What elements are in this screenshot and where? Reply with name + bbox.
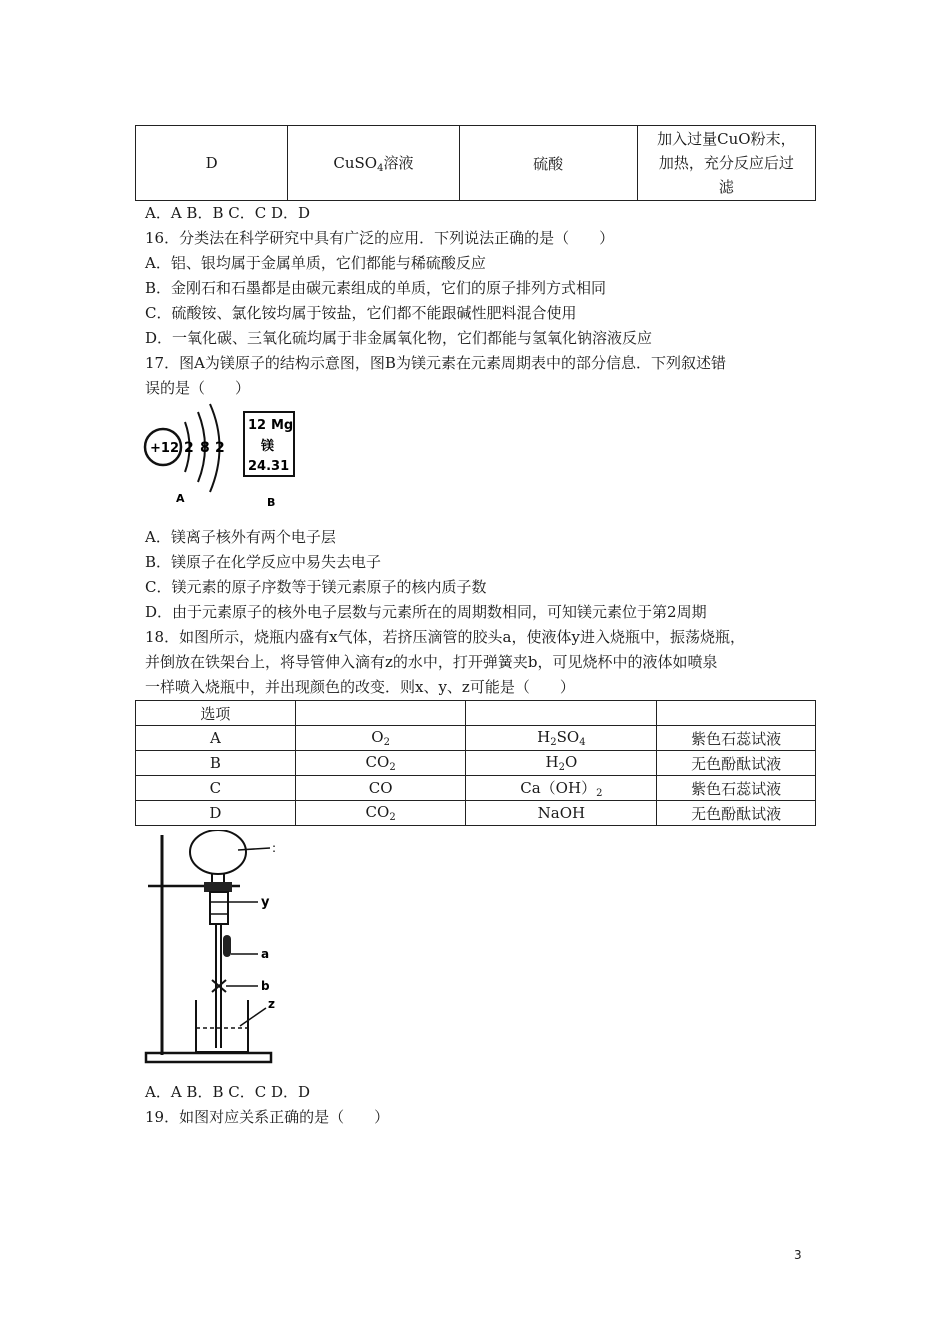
y-cell: $H_2O$ — [466, 751, 657, 776]
q16-option-b: B．金刚石和石墨都是由碳元素组成的单质，它们的原子排列方式相同 — [145, 279, 607, 297]
q15-table — [135, 125, 816, 201]
stand-base — [146, 1053, 271, 1062]
z-cell: 无色酚酞试液 — [657, 751, 816, 776]
x-cell: $CO_2$ — [295, 801, 466, 826]
header-cell: 选项 — [136, 701, 296, 726]
table-cell: CuSO$_4$溶液 — [288, 126, 459, 201]
header-cell — [657, 701, 816, 726]
table-row — [136, 751, 816, 776]
x-cell: $CO_2$ — [295, 751, 466, 776]
option-cell: D — [136, 801, 296, 826]
nucleus-charge: +12 — [150, 441, 179, 456]
header-cell — [466, 701, 657, 726]
q18-stem-line3: 一样喷入烧瓶中，并出现颜色的改变．则x、y、z可能是（ ） — [145, 678, 575, 696]
q19-stem: 19．如图对应关系正确的是（ ） — [145, 1108, 390, 1126]
table-cell: 硫酸 — [459, 126, 637, 201]
fountain-apparatus-figure — [140, 830, 300, 1070]
q16-option-c: C．硫酸铵、氯化铵均属于铵盐，它们都不能跟碱性肥料混合使用 — [145, 304, 577, 322]
q18-table — [135, 700, 816, 826]
table-cell: 加入过量CuO粉末， 加热，充分反应后过 滤 — [637, 126, 815, 201]
option-cell: C — [136, 776, 296, 801]
option-cell: B — [136, 751, 296, 776]
shell-electrons-1: 2 — [184, 440, 194, 456]
q16-option-d: D．一氧化碳、三氧化硫均属于非金属氧化物，它们都能与氢氧化钠溶液反应 — [145, 329, 653, 347]
b-label: b — [261, 979, 270, 993]
y-cell: NaOH — [466, 801, 657, 826]
shell-electrons-3: 2 — [215, 440, 225, 456]
z-label: z — [268, 997, 275, 1011]
magnesium-figure — [140, 400, 330, 515]
table-row — [136, 776, 816, 801]
table-row — [136, 726, 816, 751]
table-row — [136, 801, 816, 826]
element-symbol: Mg — [271, 418, 294, 433]
z-cell: 紫色石蕊试液 — [657, 776, 816, 801]
y-label: y — [261, 895, 270, 910]
q17-option-c: C．镁元素的原子序数等于镁元素原子的核内质子数 — [145, 578, 487, 596]
z-cell: 紫色石蕊试液 — [657, 726, 816, 751]
q17-stem-line1: 17．图A为镁原子的结构示意图，图B为镁元素在元素周期表中的部分信息．下列叙述错 — [145, 354, 726, 372]
q17-option-d: D．由于元素原子的核外电子层数与元素所在的周期数相同，可知镁元素位于第2周期 — [145, 603, 707, 621]
stopper — [204, 882, 232, 892]
y-cell: $H_2SO_4$ — [466, 726, 657, 751]
option-cell: A — [136, 726, 296, 751]
x-cell: CO — [295, 776, 466, 801]
atomic-mass: 24.31 — [248, 459, 290, 474]
x-label: : — [272, 841, 277, 855]
element-name: 镁 — [261, 439, 275, 454]
atomic-number: 12 — [248, 418, 267, 433]
x-cell: $O_2$ — [295, 726, 466, 751]
dropper-icon — [210, 892, 228, 924]
rubber-bulb — [223, 935, 231, 957]
figure-a-label: A — [176, 492, 185, 505]
q15-options: A．A B．B C．C D．D — [145, 204, 311, 222]
q16-stem: 16．分类法在科学研究中具有广泛的应用．下列说法正确的是（ ） — [145, 229, 615, 247]
table-cell: D — [136, 126, 288, 201]
shell-electrons-2: 8 — [200, 440, 210, 456]
x-pointer-line — [238, 848, 270, 850]
table-header-row — [136, 701, 816, 726]
q18-options: A．A B．B C．C D．D — [145, 1083, 311, 1101]
flask-icon — [190, 830, 246, 874]
figure-b-label: B — [267, 496, 276, 509]
header-cell — [295, 701, 466, 726]
q17-option-b: B．镁原子在化学反应中易失去电子 — [145, 553, 382, 571]
page-number: 3 — [794, 1248, 802, 1262]
table-row — [136, 126, 816, 201]
a-label: a — [261, 947, 270, 961]
q17-stem-line2: 误的是（ ） — [145, 379, 251, 397]
q16-option-a: A．铝、银均属于金属单质，它们都能与稀硫酸反应 — [145, 254, 486, 272]
z-cell: 无色酚酞试液 — [657, 801, 816, 826]
y-cell: $Ca(OH)_2$ — [466, 776, 657, 801]
q17-option-a: A．镁离子核外有两个电子层 — [145, 528, 336, 546]
q18-stem-line2: 并倒放在铁架台上，将导管伸入滴有z的水中，打开弹簧夹b，可见烧杯中的液体如喷泉 — [145, 653, 718, 671]
q18-stem-line1: 18．如图所示，烧瓶内盛有x气体，若挤压滴管的胶头a，使液体y进入烧瓶中，振荡烧瓶， — [145, 628, 745, 646]
